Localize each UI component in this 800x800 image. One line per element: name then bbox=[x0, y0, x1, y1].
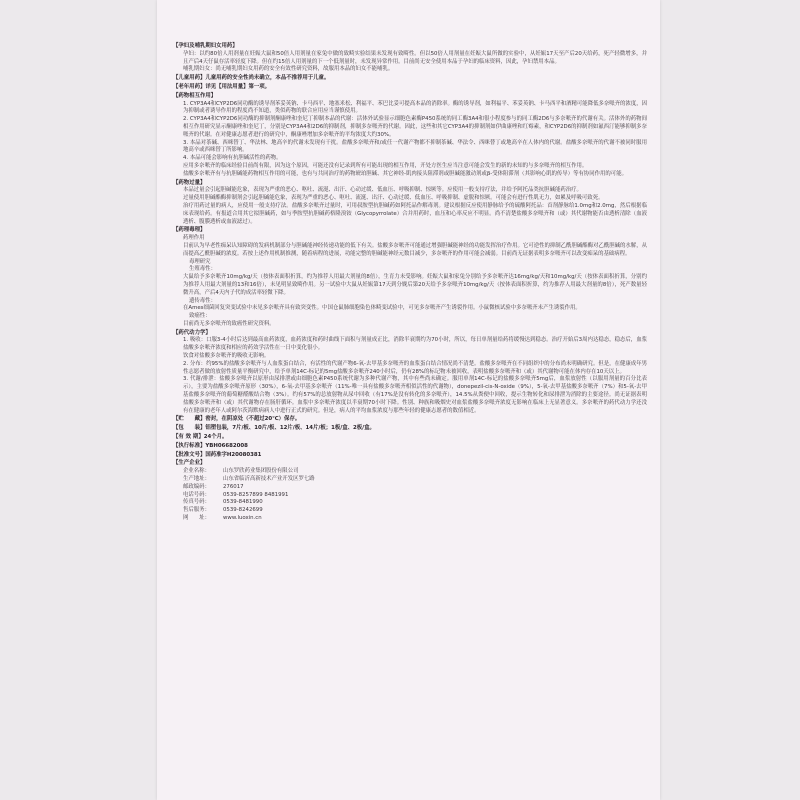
section-heading: 【孕妇及哺乳期妇女用药】 bbox=[173, 43, 238, 49]
company-info-row bbox=[173, 468, 647, 476]
company-info-value: 山东罗欣药业集团股份有限公司 bbox=[223, 468, 299, 475]
paragraph: 哺乳期妇女：尚无哺乳期妇女用药的安全有效性研究资料，故服用本品的妇女不能哺乳。 bbox=[183, 66, 394, 73]
company-info-label: 传真号码： bbox=[183, 499, 210, 506]
company-info-value: 0539-8242699 bbox=[223, 507, 263, 514]
company-info-label: 邮政编码： bbox=[183, 483, 210, 490]
section-heading: 【执行标准】YBH06682008 bbox=[173, 442, 248, 449]
paragraph: 遗传毒性： bbox=[189, 297, 216, 304]
section-heading: 【儿童用药】儿童用药的安全性尚未确立，本品不推荐用于儿童。 bbox=[173, 75, 330, 82]
section-heading: 【药物过量】 bbox=[173, 179, 206, 186]
section-heading: 【药物相互作用】 bbox=[173, 92, 217, 99]
section-heading: 【生产企业】 bbox=[173, 460, 206, 467]
company-info-row bbox=[173, 484, 647, 492]
company-info-row bbox=[173, 492, 647, 500]
company-info-label: 电话号码： bbox=[183, 491, 210, 498]
paragraph: 4. 本品可能会影响有抗胆碱活性的药物。 bbox=[183, 155, 282, 162]
leaflet-content bbox=[173, 42, 647, 523]
leaflet-page bbox=[157, 0, 660, 800]
paragraph: 过量使用胆碱酯酶抑制剂会引起胆碱能危象，表现为严重的恶心、呕吐、流涎、出汗、心动过缓、低血压、呼吸抑制、虚脱和惊厥。可能会有进行性肌无力，如累及呼吸可致死。 bbox=[183, 195, 604, 202]
company-info-row bbox=[173, 515, 647, 523]
company-info-row bbox=[173, 476, 647, 484]
paragraph: 饮食对盐酸多奈哌齐的吸收无影响。 bbox=[183, 353, 270, 360]
company-info-row bbox=[173, 499, 647, 507]
section-heading: 【老年用药】详见【用法用量】第一项。 bbox=[173, 83, 271, 90]
paragraph: 目前尚无多奈哌齐的致癌性研究资料。 bbox=[183, 320, 275, 327]
company-info-value: 山东省临沂高新技术产业开发区罗七路 bbox=[223, 476, 315, 483]
section-heading: 【批准文号】国药准字H20080381 bbox=[173, 451, 262, 458]
paragraph: 1. CYP3A4和CYP2D6同功酶的诱导剂苯妥英钠、卡马西平、地塞米松、利福平、苯巴比妥可提高本品的消除率。酶的诱导剂，如利福平、苯妥英钠、卡马西平和酒精可能降低多奈哌齐的浓度，因为抑制或者诱导作用的程度尚不知道，类似药物的联合应用应当谨慎使用。 bbox=[183, 100, 647, 115]
company-info-value: 0539-8481990 bbox=[223, 499, 263, 506]
paragraph: 2. CYP3A4和CYP2D6同功酶的抑制剂酮康唑和奎尼丁抑制本品的代谢：活体外试验显示细胞色素酶P450系统的同工酶3A4和很小程度参与的同工酶2D6与多奈哌齐的代谢有关。活体外的药物间相互作用研究显示酮康唑和奎尼丁，分别是CYP3A4和2D6的抑制剂，抑制多奈哌齐的代谢。因此，这些和其它CYP3A4的抑制剂如伊曲康唑和红霉素，和CYP2D6的抑制剂如氟西汀能够抑制多奈哌齐的代谢。在对健康志愿者进行的研究中，酮康唑增加多奈哌齐的平均浓度大约30%。 bbox=[183, 116, 647, 138]
paragraph: 生殖毒性： bbox=[189, 266, 216, 273]
section-heading: 【药代动力学】 bbox=[173, 329, 211, 336]
paragraph: 治疗用药过量的病人，应使用一般支持疗法。盐酸多奈哌齐过量时，可用叔胺型抗胆碱药如阿托品作解毒剂。建议根据反应使用静脉给予的硫酸阿托品：首剂静脉给1.0mg和2.0mg，然后根据临床表现给药。有报道合用其它拟胆碱药，如与季胺型抗胆碱药格隆溴铵（Glycopyrrolate）合并用药时，血压和心率反应不明显。尚不清楚盐酸多奈哌齐和（或）其代谢物能否由透析清除（血液透析、腹膜透析或血液滤过）。 bbox=[183, 202, 647, 225]
paragraph: 毒理研究 bbox=[189, 258, 211, 265]
company-info-label: 网 址： bbox=[183, 515, 210, 522]
paragraph: 大鼠给予多奈哌齐10mg/kg/天（按体表面积折算，约为推荐人用最大剂量的8倍），生育力未受影响。妊娠大鼠和家兔分别给予多奈哌齐达16mg/kg/天和10mg/kg/天（按体表面积折算，分别约为推荐人用最大剂量的13和16倍），未见明显致畸作用。另一试验中大鼠从妊娠第17天到分娩后第20天给予多奈哌齐10mg/kg/天（按体表面积折算，约为推荐人用最大剂量的8倍），死产数量轻微升高，产后4天内子代的成活率轻微下降。 bbox=[183, 274, 647, 296]
paragraph: 致癌性： bbox=[189, 313, 211, 320]
paragraph: 3. 本品对茶碱、西咪替丁、华法林、地高辛的代谢未发现有干扰。盐酸多奈哌齐和/或任一代谢产物都不抑制茶碱、华法令、西咪替丁或地高辛在人体内的代谢。盐酸多奈哌齐的代谢不被同时服用地高辛或西咪替丁所影响。 bbox=[183, 139, 647, 154]
paragraph: 药理作用 bbox=[183, 235, 205, 242]
paragraph: 目前认为早老性痴呆认知障碍的发病机制部分与胆碱能神经传递功能的低下有关。盐酸多奈哌齐可能通过增强胆碱能神经的功能发挥治疗作用。它可逆性的抑制乙酰胆碱酯酶对乙酰胆碱的水解，从而提高乙酰胆碱的浓度。若按上述作用机制推测，随着病程的进展，功能完整的胆碱能神经元数目减少，多奈哌齐的作用可能会减弱。目前尚无证据表明多奈哌齐可以改变痴呆的基础病程。 bbox=[183, 242, 647, 257]
paragraph: 在Ames细菌回复突变试验中未见多奈哌齐具有致突变性。中国仓鼠肺细胞染色体畸变试验中，可见多奈哌齐产生诱裂作用。小鼠微核试验中多奈哌齐未产生诱裂作用。 bbox=[183, 305, 581, 312]
section-heading: 【包 装】铝塑包装，7片/板、10片/板、12片/板、14片/板；1板/盒、2板/盒。 bbox=[173, 425, 375, 432]
company-info-value: 0539-8257899 8481991 bbox=[223, 491, 289, 498]
paragraph: 应用多奈哌齐的临床经验目前尚有限，因为这个原因，可能还没有记录到所有可能出现的相互作用，开处方医生应当注意可能会发生的新的未知的与多奈哌齐的相互作用。 bbox=[183, 162, 588, 169]
paragraph: 3. 代谢/排泄：盐酸多奈哌齐以原形由尿排泄或由细胞色素P450系统代谢为多种代谢产物，其中有些尚未确定。服用单剂14C-标记的盐酸多奈哌齐5mg后，血浆放射性（以服用剂量的百分比表示），主要为盐酸多奈哌齐原形（30%），6-氧-去甲基多奈哌齐（11%-唯一具有盐酸多奈哌齐相似活性的代谢物），donepezil-cis-N-oxide（9%），5-氧-去甲基盐酸多奈哌齐（7%）和5-氧-去甲基盐酸多奈哌齐的葡萄糖醛酸结合物（3%）。约有57%的总放射物从尿中回收（有17%是没有转化的多奈哌齐），14.5%从粪便中回收，提示生物转化和尿排泄为消除的主要途径。尚无证据表明盐酸多奈哌齐和（或）其代谢物存在肠肝循环。血浆中多奈哌齐浓度以半衰期70小时下降。性别、种族和吸烟史对血浆盐酸多奈哌齐浓度无影响在临床上无显著意义。多奈哌齐的药代动力学还没有在健康的老年人或阿尔茨海默病病人中进行正式的研究。但是，病人的平均血浆浓度与那些年轻的健康志愿者的数值相近。 bbox=[183, 376, 647, 414]
company-info-label: 生产地址： bbox=[183, 476, 210, 483]
section-heading: 【有 效 期】24个月。 bbox=[173, 434, 228, 441]
section-heading: 【贮 藏】密封，在阴凉处（不超过20℃）保存。 bbox=[173, 416, 301, 423]
paragraph: 盐酸多奈哌齐有与抗胆碱能药物相互作用的可能，也有与共同治疗的药物琥珀胆碱、其它神经-肌肉接头阻滞剂或胆碱能激动剂或β-受体阻滞剂（其影响心肌的传导）等有协同作用的可能。 bbox=[183, 170, 627, 177]
section-heading: 【药理毒理】 bbox=[173, 227, 206, 234]
company-info-row bbox=[173, 507, 647, 515]
company-info-label: 售后服务： bbox=[183, 507, 210, 514]
company-info-label: 企业名称： bbox=[183, 468, 210, 475]
company-info-value: 276017 bbox=[223, 483, 244, 490]
paragraph: 2. 分布：约95%的盐酸多奈哌齐与人血浆蛋白结合，有活性的代谢产物6-氧-去甲基多奈哌齐的血浆蛋白结合情况尚不清楚。盐酸多奈哌齐在不同组织中的分布尚未明确研究。但是，在健康成年男性志愿者做的放射性质量平衡研究中，给予单剂14C-标记的5mg盐酸多奈哌齐240小时后，仍有28%的标记物未被回收，表明盐酸多奈哌齐和（或）其代谢物可能在体内存在10天以上。 bbox=[183, 360, 647, 375]
paragraph: 本品过量会引起胆碱能危象，表现为严重的恶心、呕吐、流涎、出汗、心动过缓、低血压、呼吸抑制、惊厥等。应使用一般支持疗法，并给予阿托品类抗胆碱能药治疗。 bbox=[183, 187, 582, 194]
company-info-value: www.luoxin.cn bbox=[223, 515, 262, 522]
paragraph: 孕妇：以约80倍人用剂量在妊娠大鼠和50倍人用剂量在家兔中做的致畸实验结果未发现有致畸性。但以50倍人用剂量在妊娠大鼠所做的实验中，从妊娠17天至产后20天给药，死产轻微增多，并且产后4天仔鼠存活率轻度下降。但在约15倍人用剂量的下一个低剂量时，未发现异常作用。目前尚无安全使用本品于孕妇的临床资料，因此，孕妇禁用本品。 bbox=[183, 50, 647, 65]
paragraph: 1. 吸收：口服3-4小时后达到最高血药浓度，血药浓度和药时曲线下面积与剂量成正比，消除半衰期约为70小时，所以，每日单剂量给药将缓慢达到稳态。治疗开始后3周内达稳态，稳态后，血浆盐酸多奈哌齐浓度和相应的药效学活性在一日中变化很小。 bbox=[183, 337, 647, 352]
